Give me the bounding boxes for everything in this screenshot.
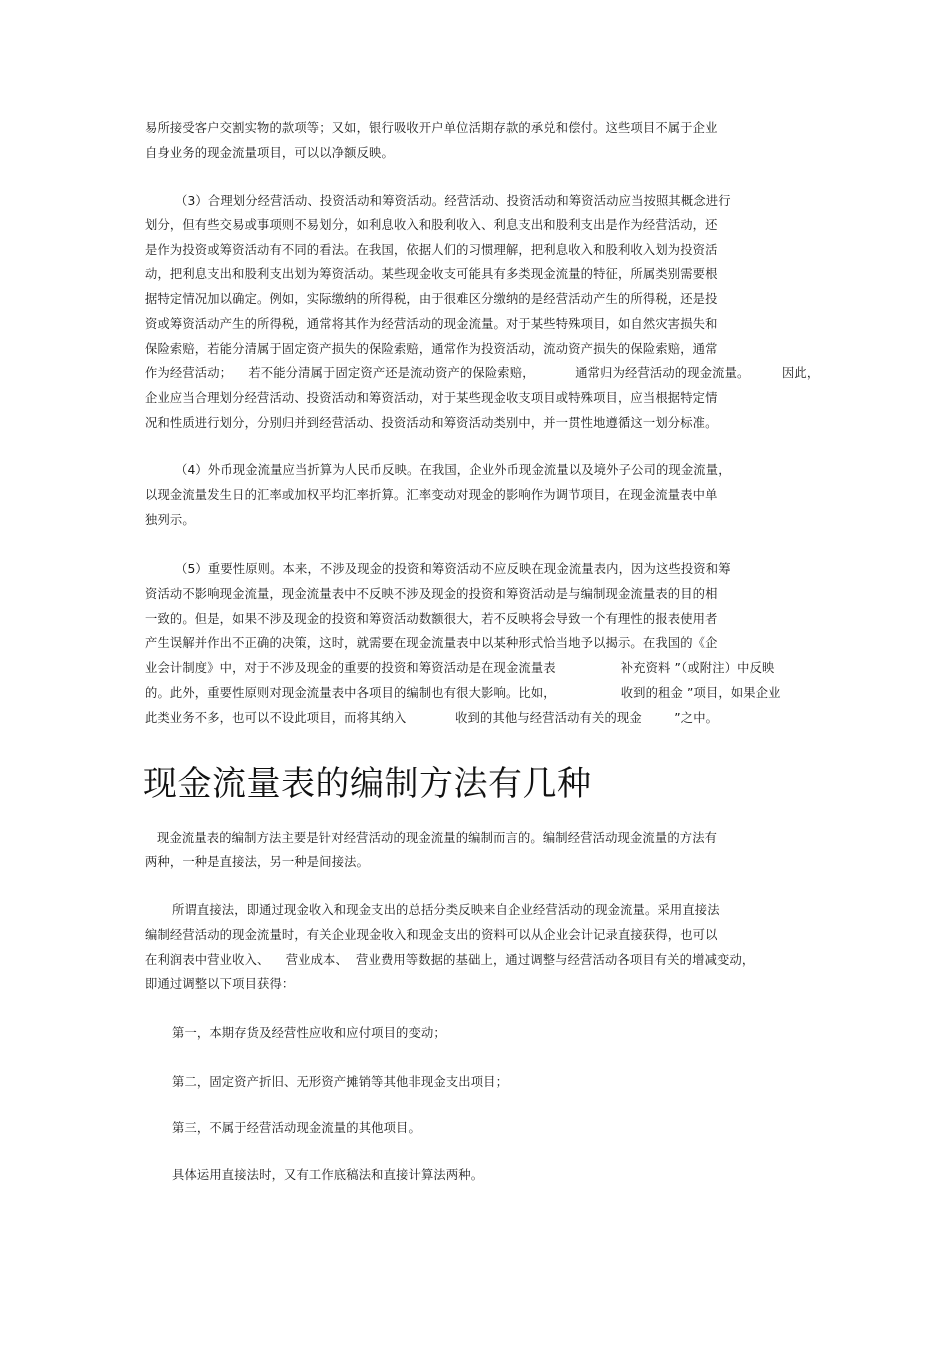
text-line: 以现金流量发生日的汇率或加权平均汇率折算。汇率变动对现金的影响作为调节项目，在现金流量表中单 bbox=[145, 488, 718, 502]
text-line: 即通过调整以下项目获得： bbox=[145, 977, 295, 991]
text-line: 保险索赔，若能分清属于固定资产损失的保险索赔，通常作为投资活动，流动资产损失的保险索赔，通常 bbox=[145, 342, 718, 356]
list-item: 第三，不属于经营活动现金流量的其他项目。 bbox=[172, 1121, 421, 1135]
text-line: 况和性质进行划分，分别归并到经营活动、投资活动和筹资活动类别中，并一贯性地遵循这一划分标准。 bbox=[145, 416, 718, 430]
text-line: 产生误解并作出不正确的决策，这时，就需要在现金流量表中以某种形式恰当地予以揭示。在我国的《企 bbox=[145, 636, 718, 650]
text-line: 在利润表中营业收入、 营业成本、 营业费用等数据的基础上，通过调整与经营活动各项目有关的增减变动， bbox=[145, 953, 755, 967]
text-line: （4）外币现金流量应当折算为人民币反映。在我国，企业外币现金流量以及境外子公司的现金流量， bbox=[175, 463, 731, 477]
text-line: 企业应当合理划分经营活动、投资活动和筹资活动，对于某些现金收支项目或特殊项目，应当根据特定情 bbox=[145, 391, 718, 405]
text-line: 是作为投资或筹资活动有不同的看法。在我国，依据人们的习惯理解，把利息收入和股利收入划为投资活 bbox=[145, 243, 718, 257]
text-line: 的。此外，重要性原则对现金流量表中各项目的编制也有很大影响。比如， 收到的租金 ”项目，如果企业 bbox=[145, 686, 781, 700]
text-line: 此类业务不多，也可以不设此项目，而将其纳入 收到的其他与经营活动有关的现金 ”之中。 bbox=[145, 711, 719, 725]
text-line: 资或筹资活动产生的所得税，通常将其作为经营活动的现金流量。对于某些特殊项目，如自然灾害损失和 bbox=[145, 317, 718, 331]
list-item: 第二，固定资产折旧、无形资产摊销等其他非现金支出项目； bbox=[172, 1075, 509, 1089]
list-item: 第一，本期存货及经营性应收和应付项目的变动； bbox=[172, 1026, 446, 1040]
text-line: 易所接受客户交割实物的款项等；又如，银行吸收开户单位活期存款的承兑和偿付。这些项目不属于企业 bbox=[145, 121, 718, 135]
text-line: 编制经营活动的现金流量时，有关企业现金收入和现金支出的资料可以从企业会计记录直接获得，也可以 bbox=[145, 928, 718, 942]
text-line: 划分，但有些交易或事项则不易划分，如利息收入和股利收入、利息支出和股利支出是作为经营活动，还 bbox=[145, 218, 718, 232]
text-line: 具体运用直接法时，又有工作底稿法和直接计算法两种。 bbox=[172, 1168, 484, 1182]
section-heading: 现金流量表的编制方法有几种 bbox=[143, 764, 592, 804]
text-line: 现金流量表的编制方法主要是针对经营活动的现金流量的编制而言的。编制经营活动现金流量的方法有 bbox=[157, 831, 718, 845]
text-line: 自身业务的现金流量项目，可以以净额反映。 bbox=[145, 146, 394, 160]
text-line: 所谓直接法，即通过现金收入和现金支出的总括分类反映来自企业经营活动的现金流量。采用直接法 bbox=[172, 903, 720, 917]
text-line: （5）重要性原则。本来，不涉及现金的投资和筹资活动不应反映在现金流量表内，因为这些投资和筹 bbox=[175, 562, 731, 576]
text-line: 作为经营活动； 若不能分清属于固定资产还是流动资产的保险索赔， 通常归为经营活动的现金流量。 因此， bbox=[145, 366, 820, 380]
text-line: 资活动不影响现金流量，现金流量表中不反映不涉及现金的投资和筹资活动是与编制现金流量表的目的相 bbox=[145, 587, 718, 601]
text-line: 独列示。 bbox=[145, 513, 195, 527]
text-line: 据特定情况加以确定。例如，实际缴纳的所得税，由于很难区分缴纳的是经营活动产生的所得税，还是投 bbox=[145, 292, 718, 306]
text-line: 两种，一种是直接法，另一种是间接法。 bbox=[145, 855, 370, 869]
text-line: 业会计制度》中，对于不涉及现金的重要的投资和筹资活动是在现金流量表 补充资料 ”（或附注）中反映 bbox=[145, 661, 775, 675]
text-line: 动，把利息支出和股利支出划为筹资活动。某些现金收支可能具有多类现金流量的特征，所属类别需要根 bbox=[145, 267, 718, 281]
text-line: 一致的。但是，如果不涉及现金的投资和筹资活动数额很大，若不反映将会导致一个有理性的报表使用者 bbox=[145, 612, 718, 626]
text-line: （3）合理划分经营活动、投资活动和筹资活动。经营活动、投资活动和筹资活动应当按照其概念进行 bbox=[175, 194, 731, 208]
